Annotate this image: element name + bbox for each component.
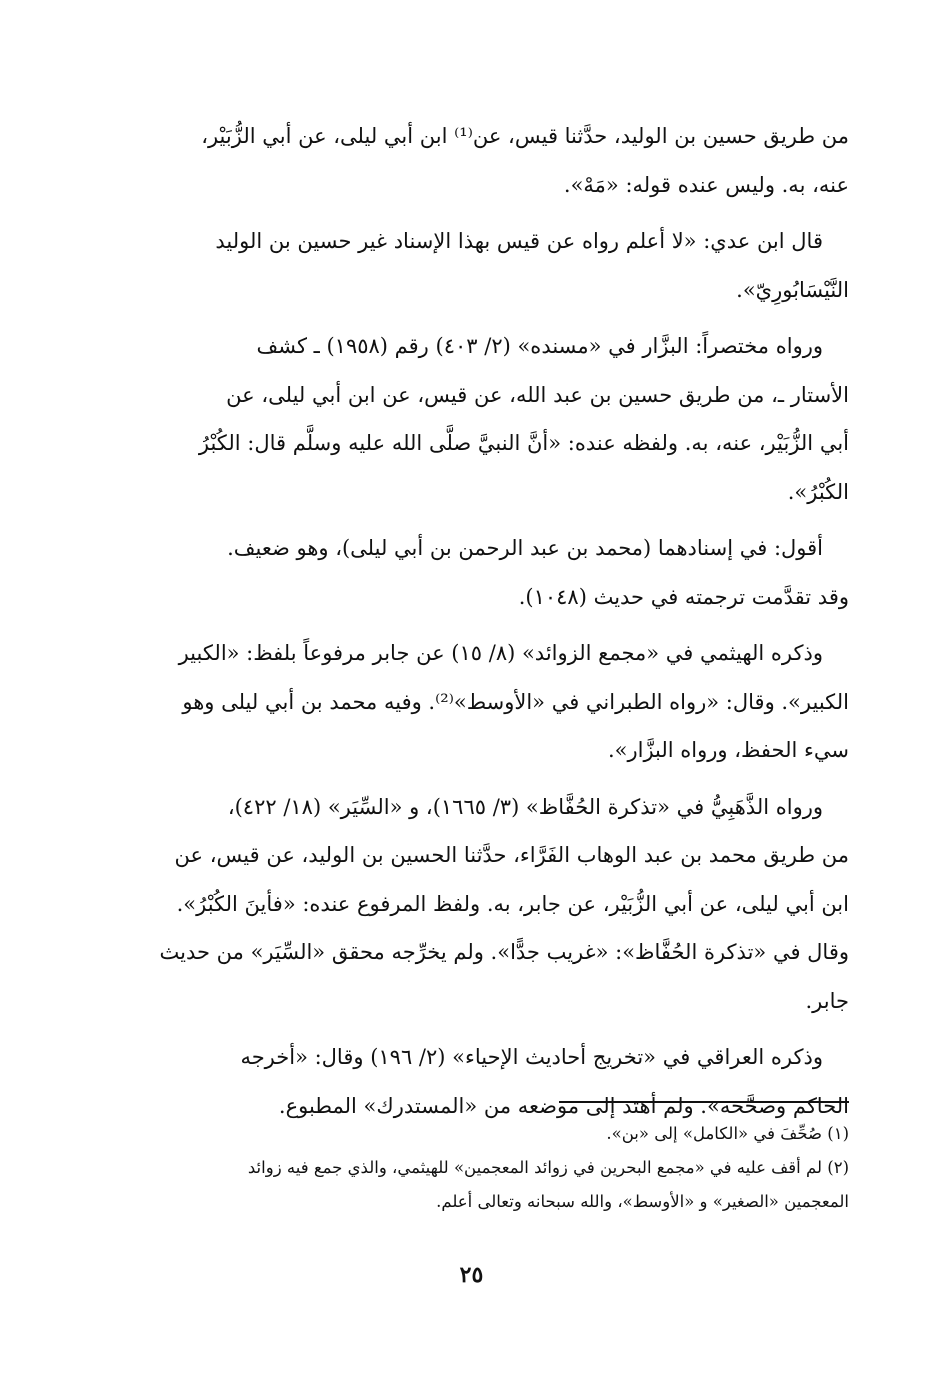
footnote-divider <box>559 1101 849 1103</box>
paragraph-6: ورواه الذَّهَبِيُّ في «تذكرة الحُفَّاظ» (٣/ ١٦٦٥)، و «السِّيَر» (١٨/ ٤٢٢)، من طريق محمد بن عبد الوهاب الفَرَّاء، حدَّثنا الحسين بن الوليد، عن قيس، عن ابن أبي ليلى، عن أبي الزُّبَيْر، عن جابر، به. ولفظ المرفوع عنده: «فأينَ الكُبْرُ». وقال في «تذكرة الحُفَّاظ»: «غريب جدًّا». ولم يخرِّجه محقق «السِّيَر» من حديث جابر. <box>159 794 849 1013</box>
paragraph-5: وذكره الهيثمي في «مجمع الزوائد» (٨/ ١٥) عن جابر مرفوعاً بلفظ: «الكبير الكبير». وقال: «رواه الطبراني في «الأوسط»⁽²⁾. وفيه محمد بن أبي ليلى وهو سيء الحفظ، ورواه البزَّار». <box>178 641 849 762</box>
footnote-1: (١) صُحِّفَ في «الكامل» إلى «بن». <box>606 1124 849 1143</box>
paragraph-1: من طريق حسين بن الوليد، حدَّثنا قيس، عن⁽¹⁾ ابن أبي ليلى، عن أبي الزُّبَيْر، عنه، به. وليس عنده قوله: «مَهْ». <box>201 124 849 197</box>
footnote-2: (٢) لم أقف عليه في «مجمع البحرين في زوائد المعجمين» للهيثمي، والذي جمع فيه زوائد المعجمين «الصغير» و «الأوسط»، والله سبحانه وتعالى أعلم. <box>247 1158 849 1211</box>
page-number: ٢٥ <box>459 1262 484 1288</box>
paragraph-2: قال ابن عدي: «لا أعلم رواه عن قيس بهذا الإسناد غير حسين بن الوليد النَّيْسَابُورِيّ». <box>215 229 849 302</box>
paragraph-3: ورواه مختصراً: البزَّار في «مسنده» (٢/ ٤٠٣) رقم (١٩٥٨) ـ كشف الأستار ـ، من طريق حسين بن عبد الله، عن قيس، عن ابن أبي ليلى، عن أبي الزُّبَيْر، عنه، به. ولفظه عنده: «أنَّ النبيَّ صلَّى الله عليه وسلَّم قال: الكُبْرُ الكُبْرُ». <box>198 334 849 504</box>
paragraph-4: أقول: في إسنادهما (محمد بن عبد الرحمن بن أبي ليلى)، وهو ضعيف. وقد تقدَّمت ترجمته في حديث (١٠٤٨). <box>227 536 849 609</box>
footnotes <box>95 1117 849 1219</box>
main-text <box>95 112 849 1138</box>
paragraph-7: وذكره العراقي في «تخريج أحاديث الإحياء» (٢/ ١٩٦) وقال: «أخرجه الحاكم وصحَّحه». ولم أهتد إلى موضعه من «المستدرك» المطبوع. <box>240 1045 849 1118</box>
